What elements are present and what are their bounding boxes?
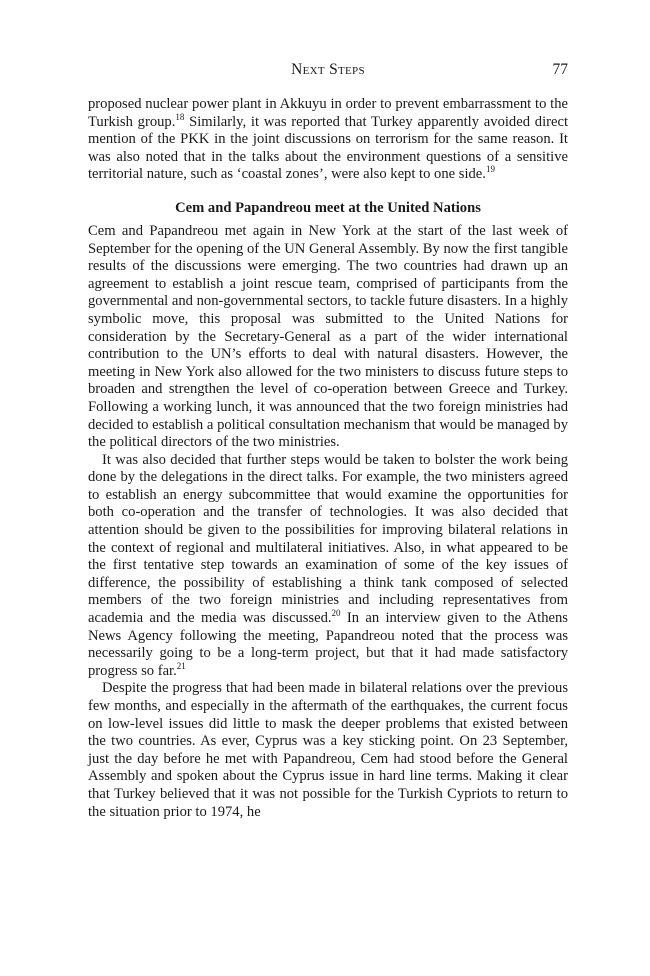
- page-number: 77: [552, 61, 568, 78]
- footnote-ref-21: 21: [176, 660, 186, 671]
- footnote-ref-19: 19: [485, 164, 495, 175]
- paragraph-1: [88, 96, 568, 184]
- paragraph-1-text-a: proposed nuclear power plant in Akkuyu in order to prevent embarrassment to the Turkish group.: [88, 96, 568, 130]
- paragraph-3-text-a: It was also decided that further steps would be taken to bolster the work being done by the delegations in the direct talks. For example, the two ministers agreed to establish an energy subcommittee that would examine the opportunities for both co-operation and the transfer of technologies. It was also decided that attention should be given to the possibilities for improving bilateral relations in the context of regional and multilateral initiatives. Also, in what appeared to be the first tentative step towards an examination of some of the key issues of difference, the possibility of establishing a think tank composed of selected members of the two foreign ministries and including representatives from academia and the media was discussed.: [88, 451, 568, 627]
- paragraph-2: Cem and Papandreou met again in New York at the start of the last week of September for the opening of the UN General Assembly. By now the first tangible results of the discussions were emerging. The two countries had drawn up an agreement to establish a joint rescue team, comprised of participants from the governmental and non-governmental sectors, to tackle future disasters. In a highly symbolic move, this proposal was submitted to the United Nations for consideration by the Secretary-General as a part of the wider international contribution to the UN’s efforts to deal with natural disasters. However, the meeting in New York also allowed for the two ministers to discuss future steps to broaden and strengthen the level of co-operation between Greece and Turkey. Following a working lunch, it was announced that the two foreign ministries had decided to establish a political consultation mechanism that would be managed by the political directors of the two ministries.: [88, 222, 568, 451]
- paragraph-1-text-b: Similarly, it was reported that Turkey apparently avoided direct mention of the PKK in the joint discussions on terrorism for the same reason. It was also noted that in the talks about the environment questions of a sensitive territorial nature, such as ‘coastal zones’, were also kept to one side.: [88, 113, 568, 183]
- paragraph-3: [88, 452, 568, 681]
- footnote-ref-20: 20: [331, 608, 341, 619]
- section-heading: Cem and Papandreou meet at the United Nations: [175, 199, 481, 216]
- paragraph-3-text-b: In an interview given to the Athens News Agency following the meeting, Papandreou noted that the process was necessarily going to be a long-term project, but that it had made satisfactory progress so far.: [88, 610, 568, 679]
- paragraph-4: Despite the progress that had been made in bilateral relations over the previous few months, and especially in the aftermath of the earthquakes, the current focus on low-level issues did little to mask the deeper problems that existed between the two countries. As ever, Cyprus was a key sticking point. On 23 September, just the day before he met with Papandreou, Cem had stood before the General Assembly and spoken about the Cyprus issue in hard line terms. Making it clear that Turkey believed that it was not possible for the Turkish Cypriots to return to the situation prior to 1974, he: [88, 680, 568, 820]
- footnote-ref-18: 18: [175, 111, 185, 122]
- running-head-title: Next Steps: [291, 61, 365, 78]
- body-text: [88, 96, 568, 821]
- running-head: [88, 61, 568, 83]
